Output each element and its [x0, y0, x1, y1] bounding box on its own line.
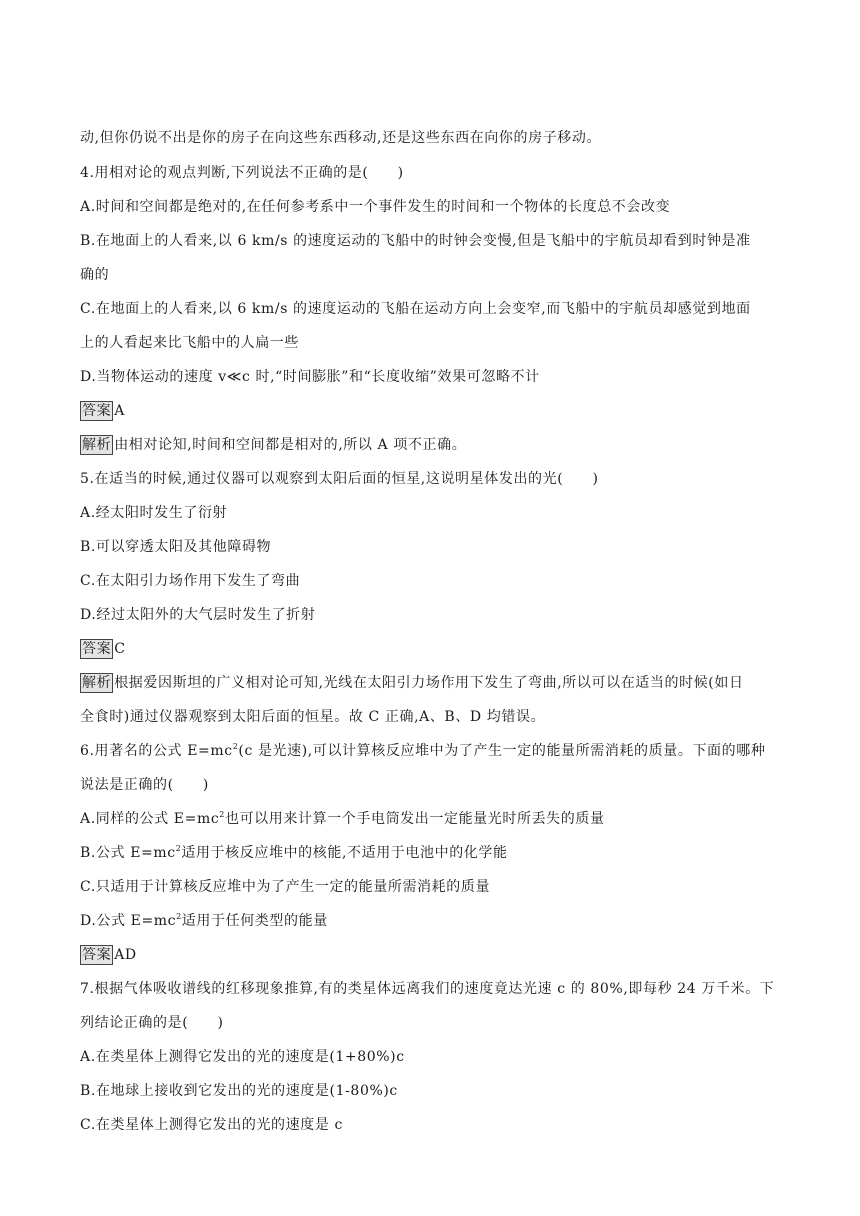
q6-stem-part1: 6.用著名的公式 E=mc [80, 743, 233, 759]
q5-option-c: C.在太阳引力场作用下发生了弯曲 [80, 573, 301, 589]
q6-d-part1: D.公式 E=mc [80, 913, 177, 929]
q6-stem-part2: (c 是光速),可以计算核反应堆中为了产生一定的能量所需消耗的质量。下面的哪种 [238, 743, 766, 759]
q5-answer-line [80, 639, 126, 659]
q5-option-b: B.可以穿透太阳及其他障碍物 [80, 539, 272, 555]
q5-answer: C [114, 641, 126, 657]
superscript-2: 2 [176, 912, 182, 921]
q4-option-b-line1: B.在地面上的人看来,以 6 km/s 的速度运动的飞船中的时钟会变慢,但是飞船中的宇航员却看到时钟是准 [80, 233, 751, 249]
q6-option-d [80, 911, 328, 931]
q7-stem-line2: 列结论正确的是( ) [80, 1015, 224, 1031]
q4-answer: A [114, 403, 125, 419]
analysis-tag: 解析 [82, 437, 112, 453]
answer-tag: 答案 [82, 641, 112, 657]
q4-option-b-line2: 确的 [80, 267, 110, 283]
q4-answer-line [80, 401, 125, 421]
q6-d-part2: 适用于任何类型的能量 [181, 913, 328, 929]
q6-stem-line2: 说法是正确的( ) [80, 777, 209, 793]
q5-analysis-line2: 全食时)通过仪器观察到太阳后面的恒星。故 C 正确,A、B、D 均错误。 [80, 709, 546, 725]
q5-option-a: A.经太阳时发生了衍射 [80, 505, 228, 521]
q6-answer: AD [114, 947, 137, 963]
q4-analysis: 由相对论知,时间和空间都是相对的,所以 A 项不正确。 [114, 437, 467, 453]
q7-option-c: C.在类星体上测得它发出的光的速度是 c [80, 1117, 343, 1133]
answer-tag: 答案 [82, 947, 112, 963]
q4-option-a: A.时间和空间都是绝对的,在任何参考系中一个事件发生的时间和一个物体的长度总不会改变 [80, 199, 671, 215]
q5-analysis-text1: 根据爱因斯坦的广义相对论可知,光线在太阳引力场作用下发生了弯曲,所以可以在适当的时候(如日 [114, 675, 744, 691]
q6-stem-line1 [80, 741, 765, 761]
q6-option-c: C.只适用于计算核反应堆中为了产生一定的能量所需消耗的质量 [80, 879, 491, 895]
answer-tag: 答案 [82, 403, 112, 419]
q4-analysis-line [80, 435, 466, 455]
q4-option-d: D.当物体运动的速度 v≪c 时,“时间膨胀”和“长度收缩”效果可忽略不计 [80, 369, 540, 385]
q6-answer-line [80, 945, 137, 965]
q4-option-c-line1: C.在地面上的人看来,以 6 km/s 的速度运动的飞船在运动方向上会变窄,而飞船中的宇航员却感觉到地面 [80, 301, 751, 317]
q6-option-a [80, 809, 605, 829]
q5-option-d: D.经过太阳外的大气层时发生了折射 [80, 607, 316, 623]
q4-option-c-line2: 上的人看起来比飞船中的人扁一些 [80, 335, 299, 351]
q4-stem: 4.用相对论的观点判断,下列说法不正确的是( ) [80, 165, 404, 181]
q6-option-b [80, 843, 508, 863]
superscript-2: 2 [175, 844, 182, 853]
continuation-text: 动,但你仍说不出是你的房子在向这些东西移动,还是这些东西在向你的房子移动。 [80, 130, 602, 146]
q6-a-part1: A.同样的公式 E=mc [80, 811, 220, 827]
superscript-2: 2 [219, 810, 225, 819]
q6-b-part1: B.公式 E=mc [80, 845, 176, 861]
q7-option-a: A.在类星体上测得它发出的光的速度是(1+80%)c [80, 1049, 405, 1065]
q5-analysis-line1 [80, 673, 744, 693]
q6-a-part2: 也可以用来计算一个手电筒发出一定能量光时所丢失的质量 [224, 811, 605, 827]
q6-b-part2: 适用于核反应堆中的核能,不适用于电池中的化学能 [181, 845, 508, 861]
q7-stem-line1: 7.根据气体吸收谱线的红移现象推算,有的类星体远离我们的速度竟达光速 c 的 80%,即每秒 24 万千米。下 [80, 981, 775, 997]
q5-stem: 5.在适当的时候,通过仪器可以观察到太阳后面的恒星,这说明星体发出的光( ) [80, 471, 599, 487]
superscript-2: 2 [232, 742, 239, 751]
analysis-tag: 解析 [82, 675, 112, 691]
q7-option-b: B.在地球上接收到它发出的光的速度是(1-80%)c [80, 1083, 398, 1099]
